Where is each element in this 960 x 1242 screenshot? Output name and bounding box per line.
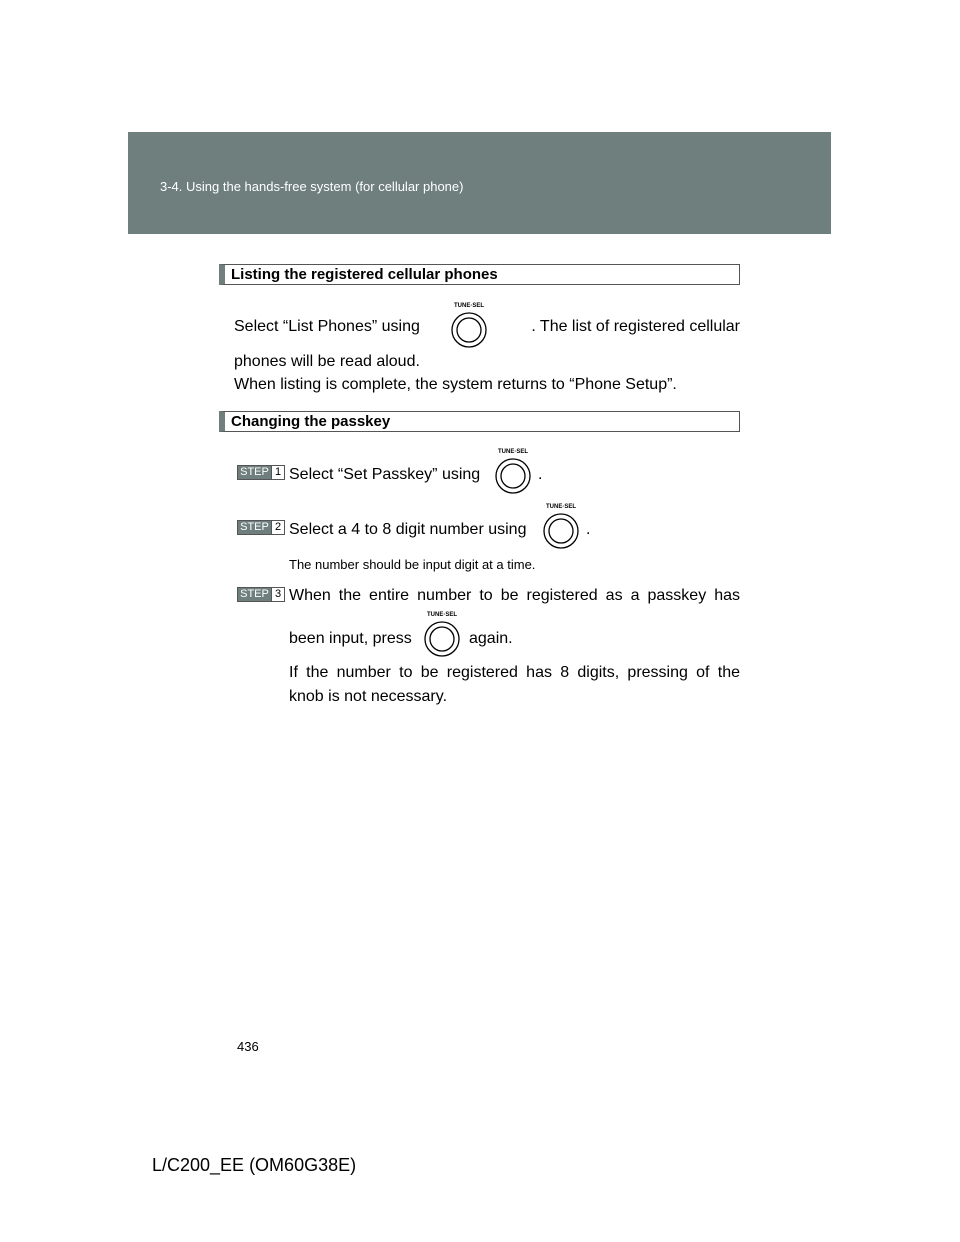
section1-line2: phones will be read aloud. [234,353,420,370]
step-number: 1 [271,466,284,479]
line1-text-a: Select “List Phones” using [234,318,420,335]
tune-sel-knob-icon [419,612,465,660]
step-3-text: When the entire number to be registered as a passkey has [289,587,740,604]
knob-label: TUNE·SEL [498,449,528,455]
step-3-line1 [289,587,740,605]
step-1-text: Select “Set Passkey” using [289,466,481,483]
tune-sel-knob-icon [538,504,584,552]
section-heading-text: Listing the registered cellular phones [231,266,498,283]
tune-sel-knob-icon [490,449,536,497]
chapter-title: 3-4. Using the hands-free system (for cellular phone) [160,179,464,194]
section-heading-listing [219,264,740,285]
step-number: 2 [271,521,284,534]
knob-label: TUNE·SEL [454,303,484,309]
knob-label: TUNE·SEL [546,504,576,510]
section1-line3: When listing is complete, the system returns to “Phone Setup”. [234,376,677,393]
knob-label: TUNE·SEL [427,612,457,618]
step-number: 3 [271,588,284,601]
document-code-footer: L/C200_EE (OM60G38E) [152,1155,357,1175]
line1-text-b: . The list of registered cellular [531,318,740,335]
step-label: STEP [240,521,269,533]
step-2-note: The number should be input digit at a time. [289,557,536,572]
step-3-line4: knob is not necessary. [289,688,448,705]
step-2-text: Select a 4 to 8 digit number using [289,521,527,538]
step-label: STEP [240,466,269,478]
chapter-header [128,132,831,234]
step-3-line2a: been input, press [289,630,412,647]
step-2-badge [237,520,285,535]
step-2-suffix: . [586,521,591,538]
tune-sel-knob-icon [446,303,492,351]
step-3-badge [237,587,285,602]
step-label: STEP [240,588,269,600]
step-3-line2b: again. [469,630,513,647]
page-number: 436 [237,1039,259,1054]
step-3-text3: If the number to be registered has 8 digits, pressing of the [289,664,740,681]
section-heading-passkey [219,411,740,432]
step-1-suffix: . [538,466,543,483]
section-heading-text: Changing the passkey [231,413,391,430]
step-1-badge [237,465,285,480]
step-3-line3 [289,664,740,682]
